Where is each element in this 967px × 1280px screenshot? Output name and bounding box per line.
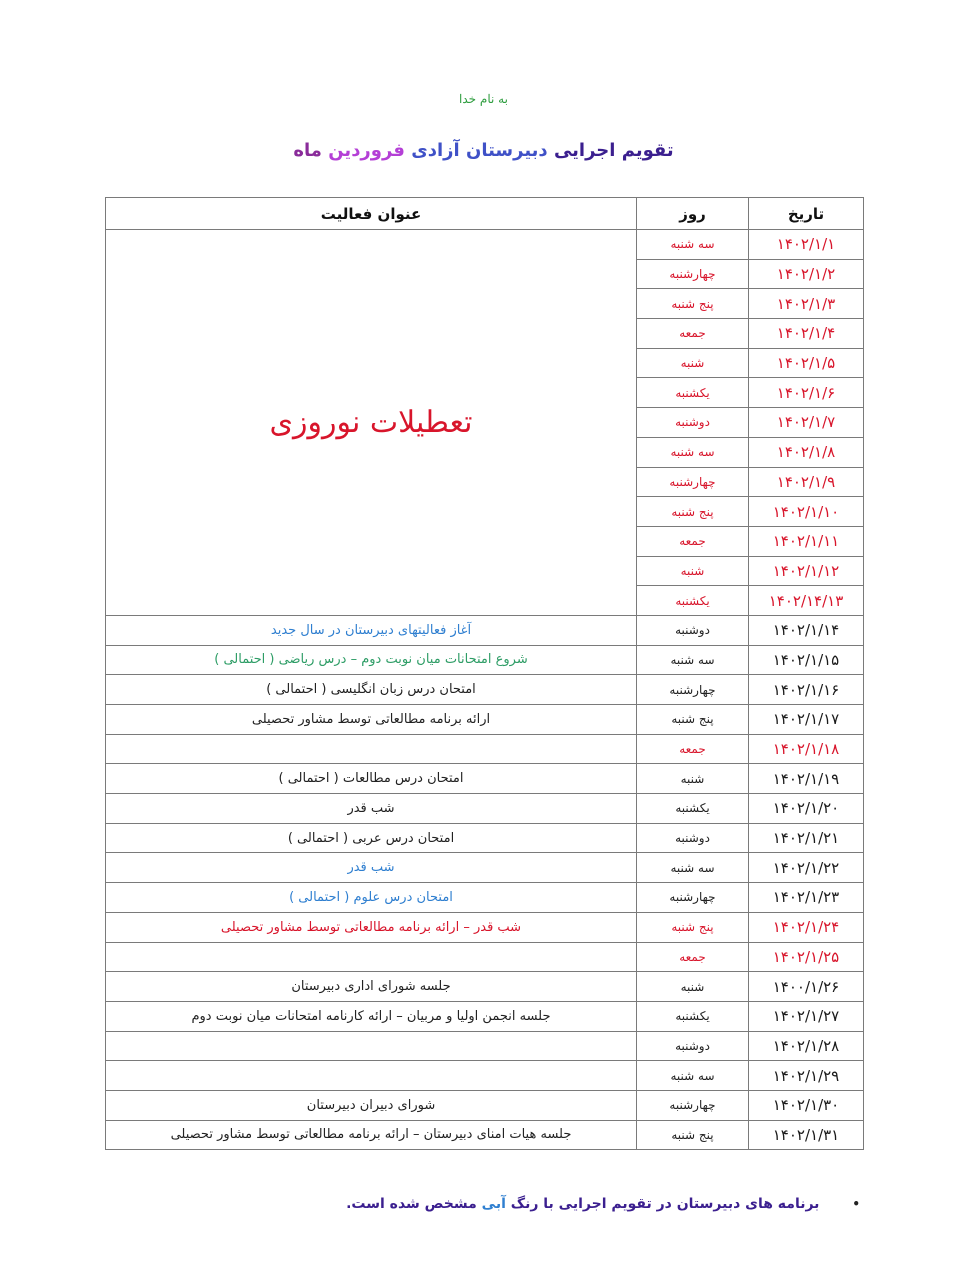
footer-text-before: برنامه های دبیرستان در تقویم اجرایی با رنگ xyxy=(510,1196,820,1212)
row-day: دوشنبه xyxy=(637,823,749,853)
row-date: ۱۴۰۲/۱/۸ xyxy=(749,437,864,467)
row-date: ۱۴۰۲/۱/۲ xyxy=(749,259,864,289)
basmala: به نام خدا xyxy=(459,92,508,106)
row-activity: شب قدر xyxy=(106,794,637,824)
row-activity: جلسه انجمن اولیا و مربیان – ارائه کارنامه امتحانات میان نوبت دوم xyxy=(106,1001,637,1031)
row-activity: شورای دبیران دبیرستان xyxy=(106,1090,637,1120)
table-body xyxy=(106,230,864,1150)
row-date: ۱۴۰۲/۱/۲۰ xyxy=(749,794,864,824)
table-row xyxy=(106,794,864,824)
table-row xyxy=(106,705,864,735)
row-day: دوشنبه xyxy=(637,615,749,645)
row-day: شنبه xyxy=(637,764,749,794)
row-activity: شروع امتحانات میان نوبت دوم – درس ریاضی ( احتمالی ) xyxy=(106,645,637,675)
row-date: ۱۴۰۲/۱/۱۲ xyxy=(749,556,864,586)
row-date: ۱۴۰۲/۱/۲۵ xyxy=(749,942,864,972)
row-day: سه شنبه xyxy=(637,645,749,675)
row-day: سه شنبه xyxy=(637,437,749,467)
row-day: سه شنبه xyxy=(637,1061,749,1091)
table-row xyxy=(106,853,864,883)
table-row xyxy=(106,645,864,675)
row-activity: جلسه شورای اداری دبیرستان xyxy=(106,972,637,1002)
table-row xyxy=(106,734,864,764)
table-row xyxy=(106,1031,864,1061)
row-date: ۱۴۰۲/۱/۱۴ xyxy=(749,615,864,645)
row-day: چهارشنبه xyxy=(637,1090,749,1120)
row-date: ۱۴۰۲/۱/۲۷ xyxy=(749,1001,864,1031)
row-date: ۱۴۰۲/۱/۲۱ xyxy=(749,823,864,853)
table-row xyxy=(106,942,864,972)
title-calendar: تقویم اجرایی xyxy=(553,140,674,161)
row-date: ۱۴۰۲/۱/۴ xyxy=(749,319,864,349)
row-activity: امتحان درس زبان انگلیسی ( احتمالی ) xyxy=(106,675,637,705)
table-row xyxy=(106,912,864,942)
row-date: ۱۴۰۲/۱/۱۵ xyxy=(749,645,864,675)
row-day: پنج شنبه xyxy=(637,497,749,527)
row-day: پنج شنبه xyxy=(637,1120,749,1150)
row-activity xyxy=(106,942,637,972)
bullet-icon: • xyxy=(852,1197,860,1211)
row-day: چهارشنبه xyxy=(637,467,749,497)
row-day: چهارشنبه xyxy=(637,883,749,913)
row-day: چهارشنبه xyxy=(637,675,749,705)
row-date: ۱۴۰۲/۱/۲۸ xyxy=(749,1031,864,1061)
table-row xyxy=(106,883,864,913)
holiday-label: تعطیلات نوروزی xyxy=(106,230,637,616)
row-activity xyxy=(106,1061,637,1091)
table-row xyxy=(106,823,864,853)
row-activity: شب قدر – ارائه برنامه مطالعاتی توسط مشاور تحصیلی xyxy=(106,912,637,942)
row-date: ۱۴۰۲/۱/۵ xyxy=(749,348,864,378)
row-day: شنبه xyxy=(637,972,749,1002)
row-activity: شب قدر xyxy=(106,853,637,883)
row-day: پنج شنبه xyxy=(637,705,749,735)
row-day: شنبه xyxy=(637,556,749,586)
row-date: ۱۴۰۲/۱/۳ xyxy=(749,289,864,319)
row-date: ۱۴۰۲/۱/۲۴ xyxy=(749,912,864,942)
table-header-row xyxy=(106,198,864,230)
row-day: یکشنبه xyxy=(637,378,749,408)
row-day: جمعه xyxy=(637,526,749,556)
row-date: ۱۴۰۲/۱/۱۱ xyxy=(749,526,864,556)
row-day: پنج شنبه xyxy=(637,912,749,942)
table-row xyxy=(106,1120,864,1150)
table-row xyxy=(106,1090,864,1120)
table-row xyxy=(106,615,864,645)
row-date: ۱۴۰۲/۱/۱۸ xyxy=(749,734,864,764)
row-day: شنبه xyxy=(637,348,749,378)
row-activity: ارائه برنامه مطالعاتی توسط مشاور تحصیلی xyxy=(106,705,637,735)
schedule-table xyxy=(105,197,864,1150)
row-day: یکشنبه xyxy=(637,586,749,616)
row-day: سه شنبه xyxy=(637,853,749,883)
page-title xyxy=(0,140,967,161)
row-activity: امتحان درس مطالعات ( احتمالی ) xyxy=(106,764,637,794)
row-date: ۱۴۰۲/۱/۲۹ xyxy=(749,1061,864,1091)
table-row xyxy=(106,972,864,1002)
row-date: ۱۴۰۲/۱/۱۷ xyxy=(749,705,864,735)
row-date: ۱۴۰۲/۱/۱۰ xyxy=(749,497,864,527)
row-day: جمعه xyxy=(637,319,749,349)
row-date: ۱۴۰۲/۱/۲۳ xyxy=(749,883,864,913)
row-date: ۱۴۰۲/۱/۲۲ xyxy=(749,853,864,883)
title-school: دبیرستان آزادی xyxy=(411,140,548,161)
table-row xyxy=(106,1001,864,1031)
title-month: فروردین xyxy=(328,140,405,161)
table-row xyxy=(106,1061,864,1091)
row-activity xyxy=(106,734,637,764)
row-day: یکشنبه xyxy=(637,794,749,824)
row-date: ۱۴۰۰/۱/۲۶ xyxy=(749,972,864,1002)
row-date: ۱۴۰۲/۱/۱ xyxy=(749,230,864,260)
row-day: دوشنبه xyxy=(637,408,749,438)
row-date: ۱۴۰۲/۱/۳۱ xyxy=(749,1120,864,1150)
col-header-date: تاریخ xyxy=(749,198,864,230)
footer-text-after: مشخص شده است. xyxy=(346,1196,477,1212)
row-date: ۱۴۰۲/۱/۶ xyxy=(749,378,864,408)
col-header-activity: عنوان فعالیت xyxy=(106,198,637,230)
footer-note xyxy=(300,1196,860,1212)
row-day: جمعه xyxy=(637,942,749,972)
row-day: یکشنبه xyxy=(637,1001,749,1031)
footer-blue-word: آبی xyxy=(481,1196,506,1212)
row-activity: جلسه هیات امنای دبیرستان – ارائه برنامه مطالعاتی توسط مشاور تحصیلی xyxy=(106,1120,637,1150)
row-activity: امتحان درس عربی ( احتمالی ) xyxy=(106,823,637,853)
row-date: ۱۴۰۲/۱/۷ xyxy=(749,408,864,438)
title-month-word: ماه xyxy=(293,140,322,161)
row-activity: آغاز فعالیتهای دبیرستان در سال جدید xyxy=(106,615,637,645)
row-activity: امتحان درس علوم ( احتمالی ) xyxy=(106,883,637,913)
row-activity xyxy=(106,1031,637,1061)
table-row xyxy=(106,230,864,260)
row-date: ۱۴۰۲/۱/۹ xyxy=(749,467,864,497)
row-date: ۱۴۰۲/۱/۱۹ xyxy=(749,764,864,794)
row-date: ۱۴۰۲/۱/۱۶ xyxy=(749,675,864,705)
col-header-day: روز xyxy=(637,198,749,230)
row-day: چهارشنبه xyxy=(637,259,749,289)
table-row xyxy=(106,675,864,705)
row-day: جمعه xyxy=(637,734,749,764)
row-day: سه شنبه xyxy=(637,230,749,260)
row-date: ۱۴۰۲/۱/۳۰ xyxy=(749,1090,864,1120)
table-row xyxy=(106,764,864,794)
row-day: پنج شنبه xyxy=(637,289,749,319)
row-day: دوشنبه xyxy=(637,1031,749,1061)
row-date: ۱۴۰۲/۱۴/۱۳ xyxy=(749,586,864,616)
